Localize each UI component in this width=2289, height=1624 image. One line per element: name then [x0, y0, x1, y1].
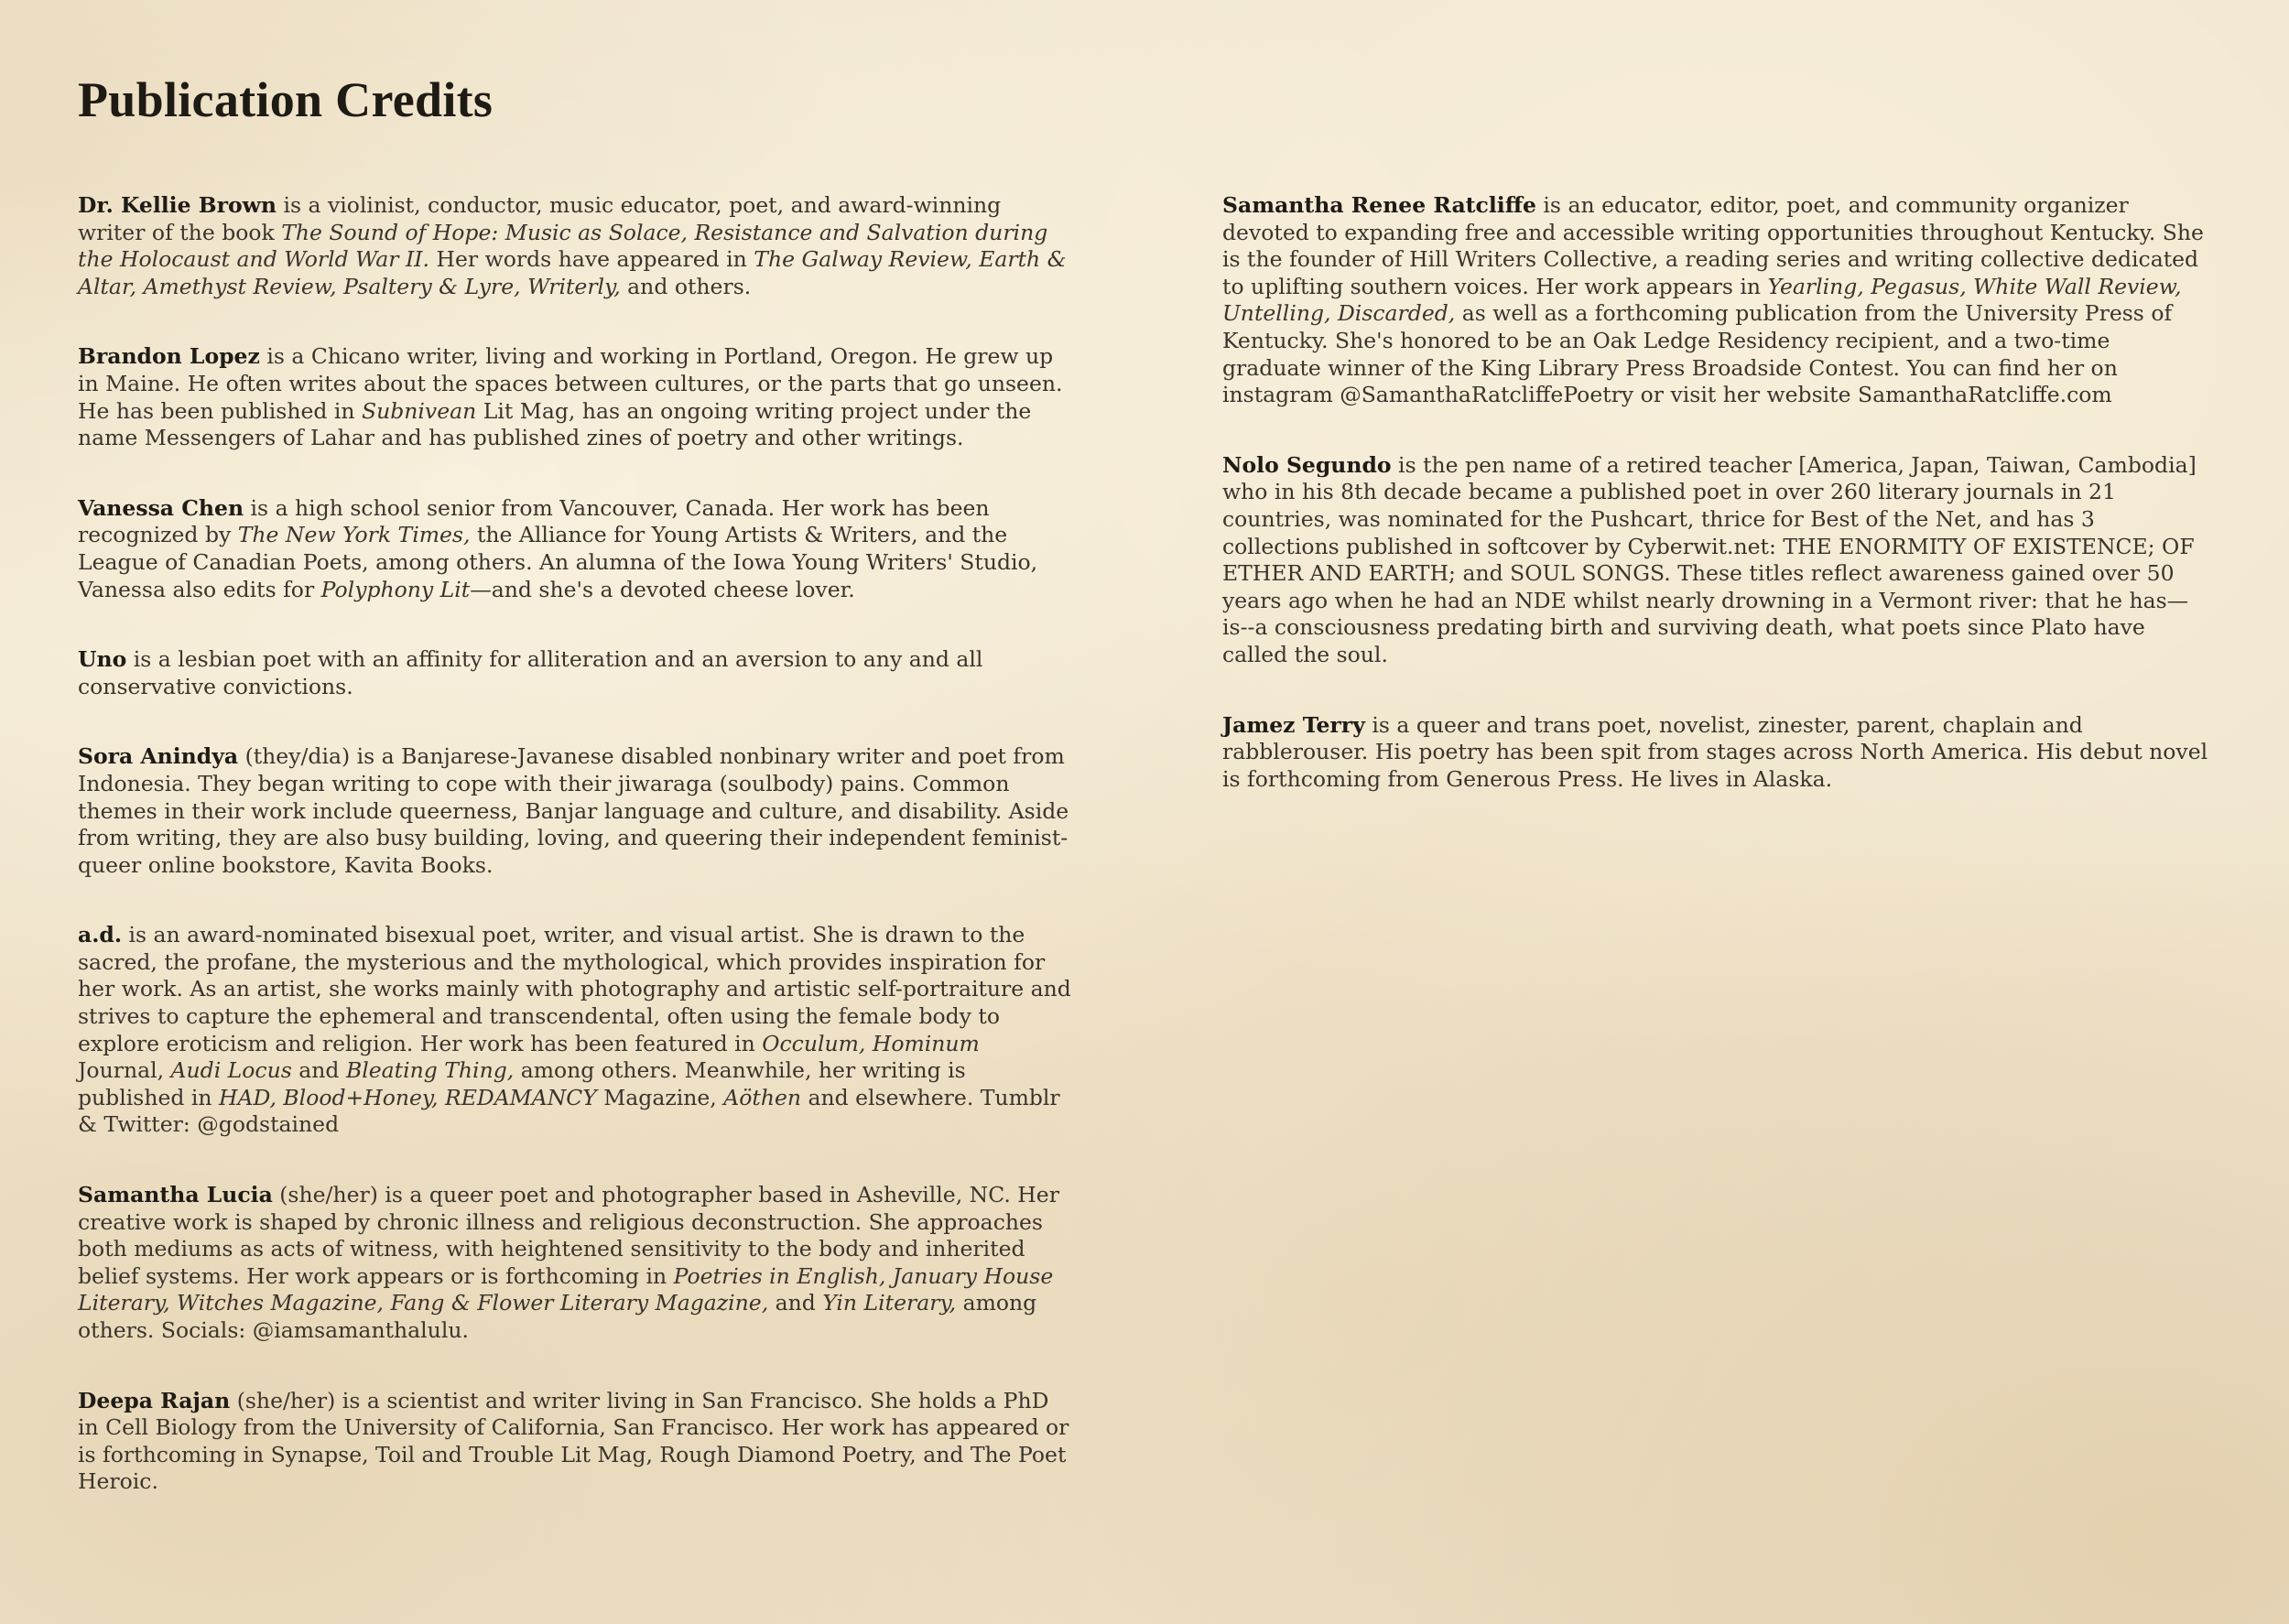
- contributor-name: Samantha Renee Ratcliffe: [1222, 192, 1536, 218]
- contributor-name: Dr. Kellie Brown: [78, 192, 277, 218]
- contributor-name: Uno: [78, 646, 127, 673]
- contributor-name: Nolo Segundo: [1222, 451, 1392, 478]
- right-column: [1222, 192, 2211, 836]
- contributor-bio: [1222, 192, 2211, 409]
- bio-text: is a queer and trans poet, novelist, zinester, parent, chaplain and rabblerouser. His poetry has been spit from stages across North America. His debut novel is forthcoming from Generous Press. He lives in Alaska.: [1222, 711, 2208, 792]
- bio-text: Lit Mag, has an ongoing writing project under the name Messengers of Lahar and has published zines of poetry and other writings.: [78, 397, 1032, 451]
- publication-title: Audi Locus: [170, 1057, 292, 1084]
- contributor-name: Sora Anindya: [78, 743, 239, 770]
- contributor-bio: [78, 192, 1071, 300]
- contributor-bio: [1222, 452, 2211, 669]
- bio-text: is a violinist, conductor, music educator, poet, and award-winning writer of the book: [78, 192, 1002, 245]
- bio-text: and: [291, 1057, 346, 1084]
- bio-text: is the pen name of a retired teacher [America, Japan, Taiwan, Cambodia] who in his 8th decade became a published poet in over 260 literary journals in 21 countries, was nominated for the Pushcart, thrice for Best of the Net, and has 3 collections published in softcover by Cyberwit.net: THE ENORMITY OF EXISTENCE; OF ETHER AND EARTH; and SOUL SONGS. These titles reflect awareness gained over 50 years ago when he had an NDE whilst nearly drowning in a Vermont river: that he has—is--a consciousness predating birth and surviving death, what poets since Plato have called the soul.: [1222, 451, 2197, 667]
- contributor-bio: [78, 646, 1071, 700]
- publication-title: The New York Times,: [237, 522, 471, 548]
- contributor-bio: [78, 1182, 1071, 1345]
- bio-text: and: [768, 1290, 823, 1316]
- bio-text: is a lesbian poet with an affinity for alliteration and an aversion to any and all conservative convictions.: [78, 646, 983, 699]
- contributor-name: a.d.: [78, 922, 123, 948]
- publication-title: Yearling, Pegasus, White Wall Review, Untelling, Discarded,: [1222, 273, 2182, 327]
- bio-text: the Alliance for Young Artists & Writers, and the League of Canadian Poets, among others. An alumna of the Iowa Young Writers' Studio, Vanessa also edits for: [78, 522, 1038, 602]
- contributor-bio: [78, 743, 1071, 879]
- bio-text: —and she's a devoted cheese lover.: [470, 576, 855, 602]
- contributor-bio: [1222, 712, 2211, 794]
- bio-text: is a Chicano writer, living and working in Portland, Oregon. He grew up in Maine. He often writes about the spaces between cultures, or the parts that go unseen. He has been published in: [78, 343, 1063, 424]
- contributor-bio: [78, 922, 1071, 1139]
- bio-text: among others. Socials: @iamsamanthalulu.: [78, 1290, 1037, 1343]
- publication-title: The Galway Review, Earth & Altar, Amethyst Review, Psaltery & Lyre, Writerly,: [78, 246, 1067, 299]
- bio-text: is an educator, editor, poet, and community organizer devoted to expanding free and accessible writing opportunities throughout Kentucky. She is the founder of Hill Writers Collective, a reading series and writing collective dedicated to uplifting southern voices. Her work appears in: [1222, 192, 2204, 299]
- page-title: Publication Credits: [78, 72, 494, 127]
- bio-text: as well as a forthcoming publication from the University Press of Kentucky. She's honored to be an Oak Ledge Residency recipient, and a two-time graduate winner of the King Library Press Broadside Contest. You can find her on instagram @SamanthaRatcliffePoetry or visit her website SamanthaRatcliffe.com: [1222, 300, 2173, 408]
- bio-text: Magazine,: [596, 1084, 724, 1110]
- bio-text: among others. Meanwhile, her writing is published in: [78, 1057, 966, 1110]
- contributor-name: Deepa Rajan: [78, 1387, 231, 1413]
- bio-text: Her words have appeared in: [429, 246, 754, 273]
- bio-text: and others.: [620, 273, 752, 299]
- publication-title: HAD, Blood+Honey, REDAMANCY: [219, 1084, 597, 1110]
- bio-text: Journal,: [78, 1057, 171, 1084]
- publication-title: Poetries in English, January House Literary, Witches Magazine, Fang & Flower Literary Magazine,: [78, 1262, 1054, 1316]
- publication-title: The Sound of Hope: Music as Solace, Resistance and Salvation during the Holocaust and World War II.: [78, 219, 1048, 273]
- publication-title: Bleating Thing,: [345, 1057, 515, 1084]
- contributor-name: Jamez Terry: [1222, 711, 1365, 738]
- bio-text: (she/her) is a queer poet and photographer based in Asheville, NC. Her creative work is shaped by chronic illness and religious deconstruction. She approaches both mediums as acts of witness, with heightened sensitivity to the body and inherited belief systems. Her work appears or is forthcoming in: [78, 1182, 1059, 1289]
- bio-text: and elsewhere. Tumblr & Twitter: @godstained: [78, 1084, 1060, 1138]
- contributor-bio: [78, 495, 1071, 603]
- publication-title: Occulum, Hominum: [762, 1030, 980, 1056]
- publication-title: Yin Literary,: [822, 1290, 957, 1316]
- publication-title: Subnivean: [362, 397, 477, 424]
- contributor-name: Samantha Lucia: [78, 1182, 273, 1208]
- left-column: [78, 192, 1071, 1539]
- publication-title: Polyphony Lit: [320, 576, 471, 602]
- contributor-name: Vanessa Chen: [78, 494, 244, 521]
- contributor-name: Brandon Lopez: [78, 343, 260, 370]
- contributor-bio: [78, 343, 1071, 451]
- bio-text: is an award-nominated bisexual poet, writer, and visual artist. She is drawn to the sacred, the profane, the mysterious and the mythological, which provides inspiration for her work. As an artist, she works mainly with photography and artistic self-portraiture and strives to capture the ephemeral and transcendental, often using the female body to explore eroticism and religion. Her work has been featured in: [78, 922, 1071, 1056]
- bio-text: (she/her) is a scientist and writer living in San Francisco. She holds a PhD in Cell Biology from the University of California, San Francisco. Her work has appeared or is forthcoming in Synapse, Toil and Trouble Lit Mag, Rough Diamond Poetry, and The Poet Heroic.: [78, 1387, 1069, 1495]
- bio-text: (they/dia) is a Banjarese-Javanese disabled nonbinary writer and poet from Indonesia. They began writing to cope with their jiwaraga (soulbody) pains. Common themes in their work include queerness, Banjar language and culture, and disability. Aside from writing, they are also busy building, loving, and queering their independent feminist-queer online bookstore, Kavita Books.: [78, 743, 1069, 878]
- bio-text: is a high school senior from Vancouver, Canada. Her work has been recognized by: [78, 494, 990, 548]
- contributor-bio: [78, 1388, 1071, 1496]
- publication-title: Aöthen: [723, 1084, 801, 1110]
